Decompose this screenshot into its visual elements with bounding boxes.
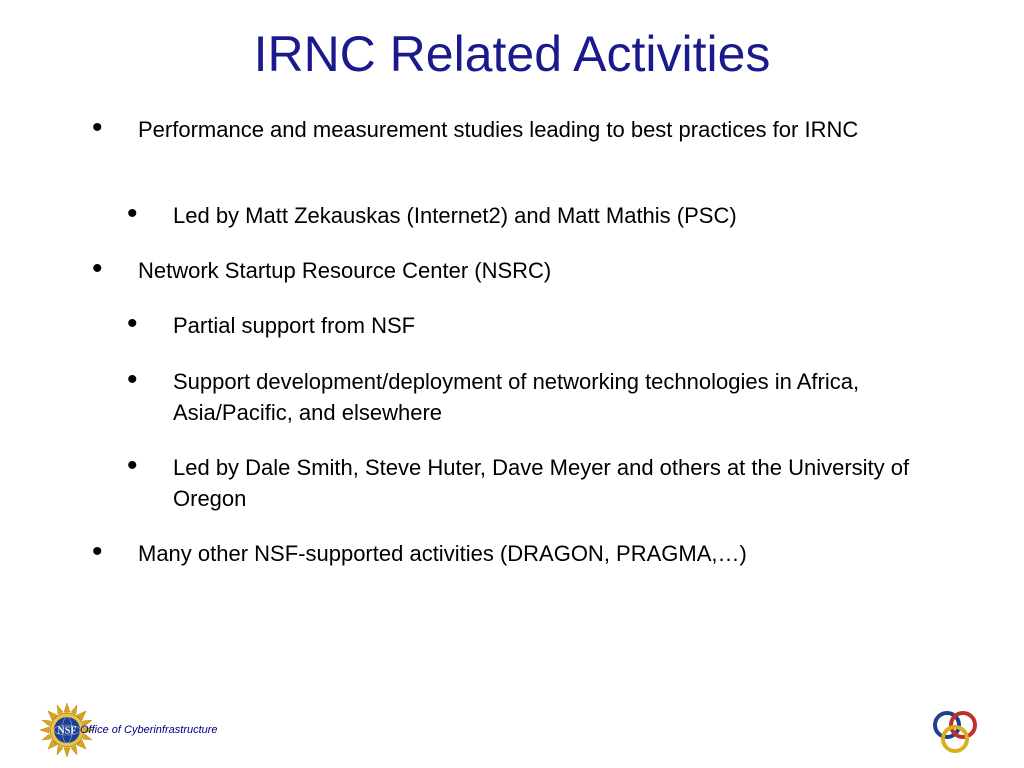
bullet-text: Support development/deployment of networking technologies in Africa, Asia/Pacific, and elsewhere [173, 369, 860, 425]
bullet-icon: • [127, 449, 138, 482]
bullet-item-3 [92, 252, 938, 286]
bullet-text: Led by Dale Smith, Steve Huter, Dave Meyer and others at the University of Oregon [173, 455, 910, 511]
bullet-icon: • [127, 363, 138, 396]
bullet-text: Performance and measurement studies leading to best practices for IRNC [138, 117, 859, 142]
bullet-text: Many other NSF-supported activities (DRAGON, PRAGMA,…) [138, 541, 747, 566]
slide-title: IRNC Related Activities [253, 26, 771, 82]
bullet-icon: • [92, 252, 103, 285]
bullet-item-6 [127, 449, 933, 514]
bullet-item-4 [127, 307, 933, 341]
bullet-icon: • [92, 535, 103, 568]
bullet-item-1 [92, 111, 938, 145]
bullet-item-5 [127, 363, 933, 428]
bullet-text: Partial support from NSF [173, 313, 416, 338]
bullet-text: Network Startup Resource Center (NSRC) [138, 258, 552, 283]
office-label: Office of Cyberinfrastructure [80, 724, 218, 736]
bullet-item-7 [92, 535, 938, 569]
nsf-logo-text: NSF [57, 725, 77, 737]
bullet-item-2 [127, 197, 933, 231]
bullet-icon: • [127, 307, 138, 340]
bullet-icon: • [127, 197, 138, 230]
interlocking-rings-icon [930, 708, 982, 756]
bullet-icon: • [92, 111, 103, 144]
bullet-text: Led by Matt Zekauskas (Internet2) and Matt Mathis (PSC) [173, 203, 737, 228]
